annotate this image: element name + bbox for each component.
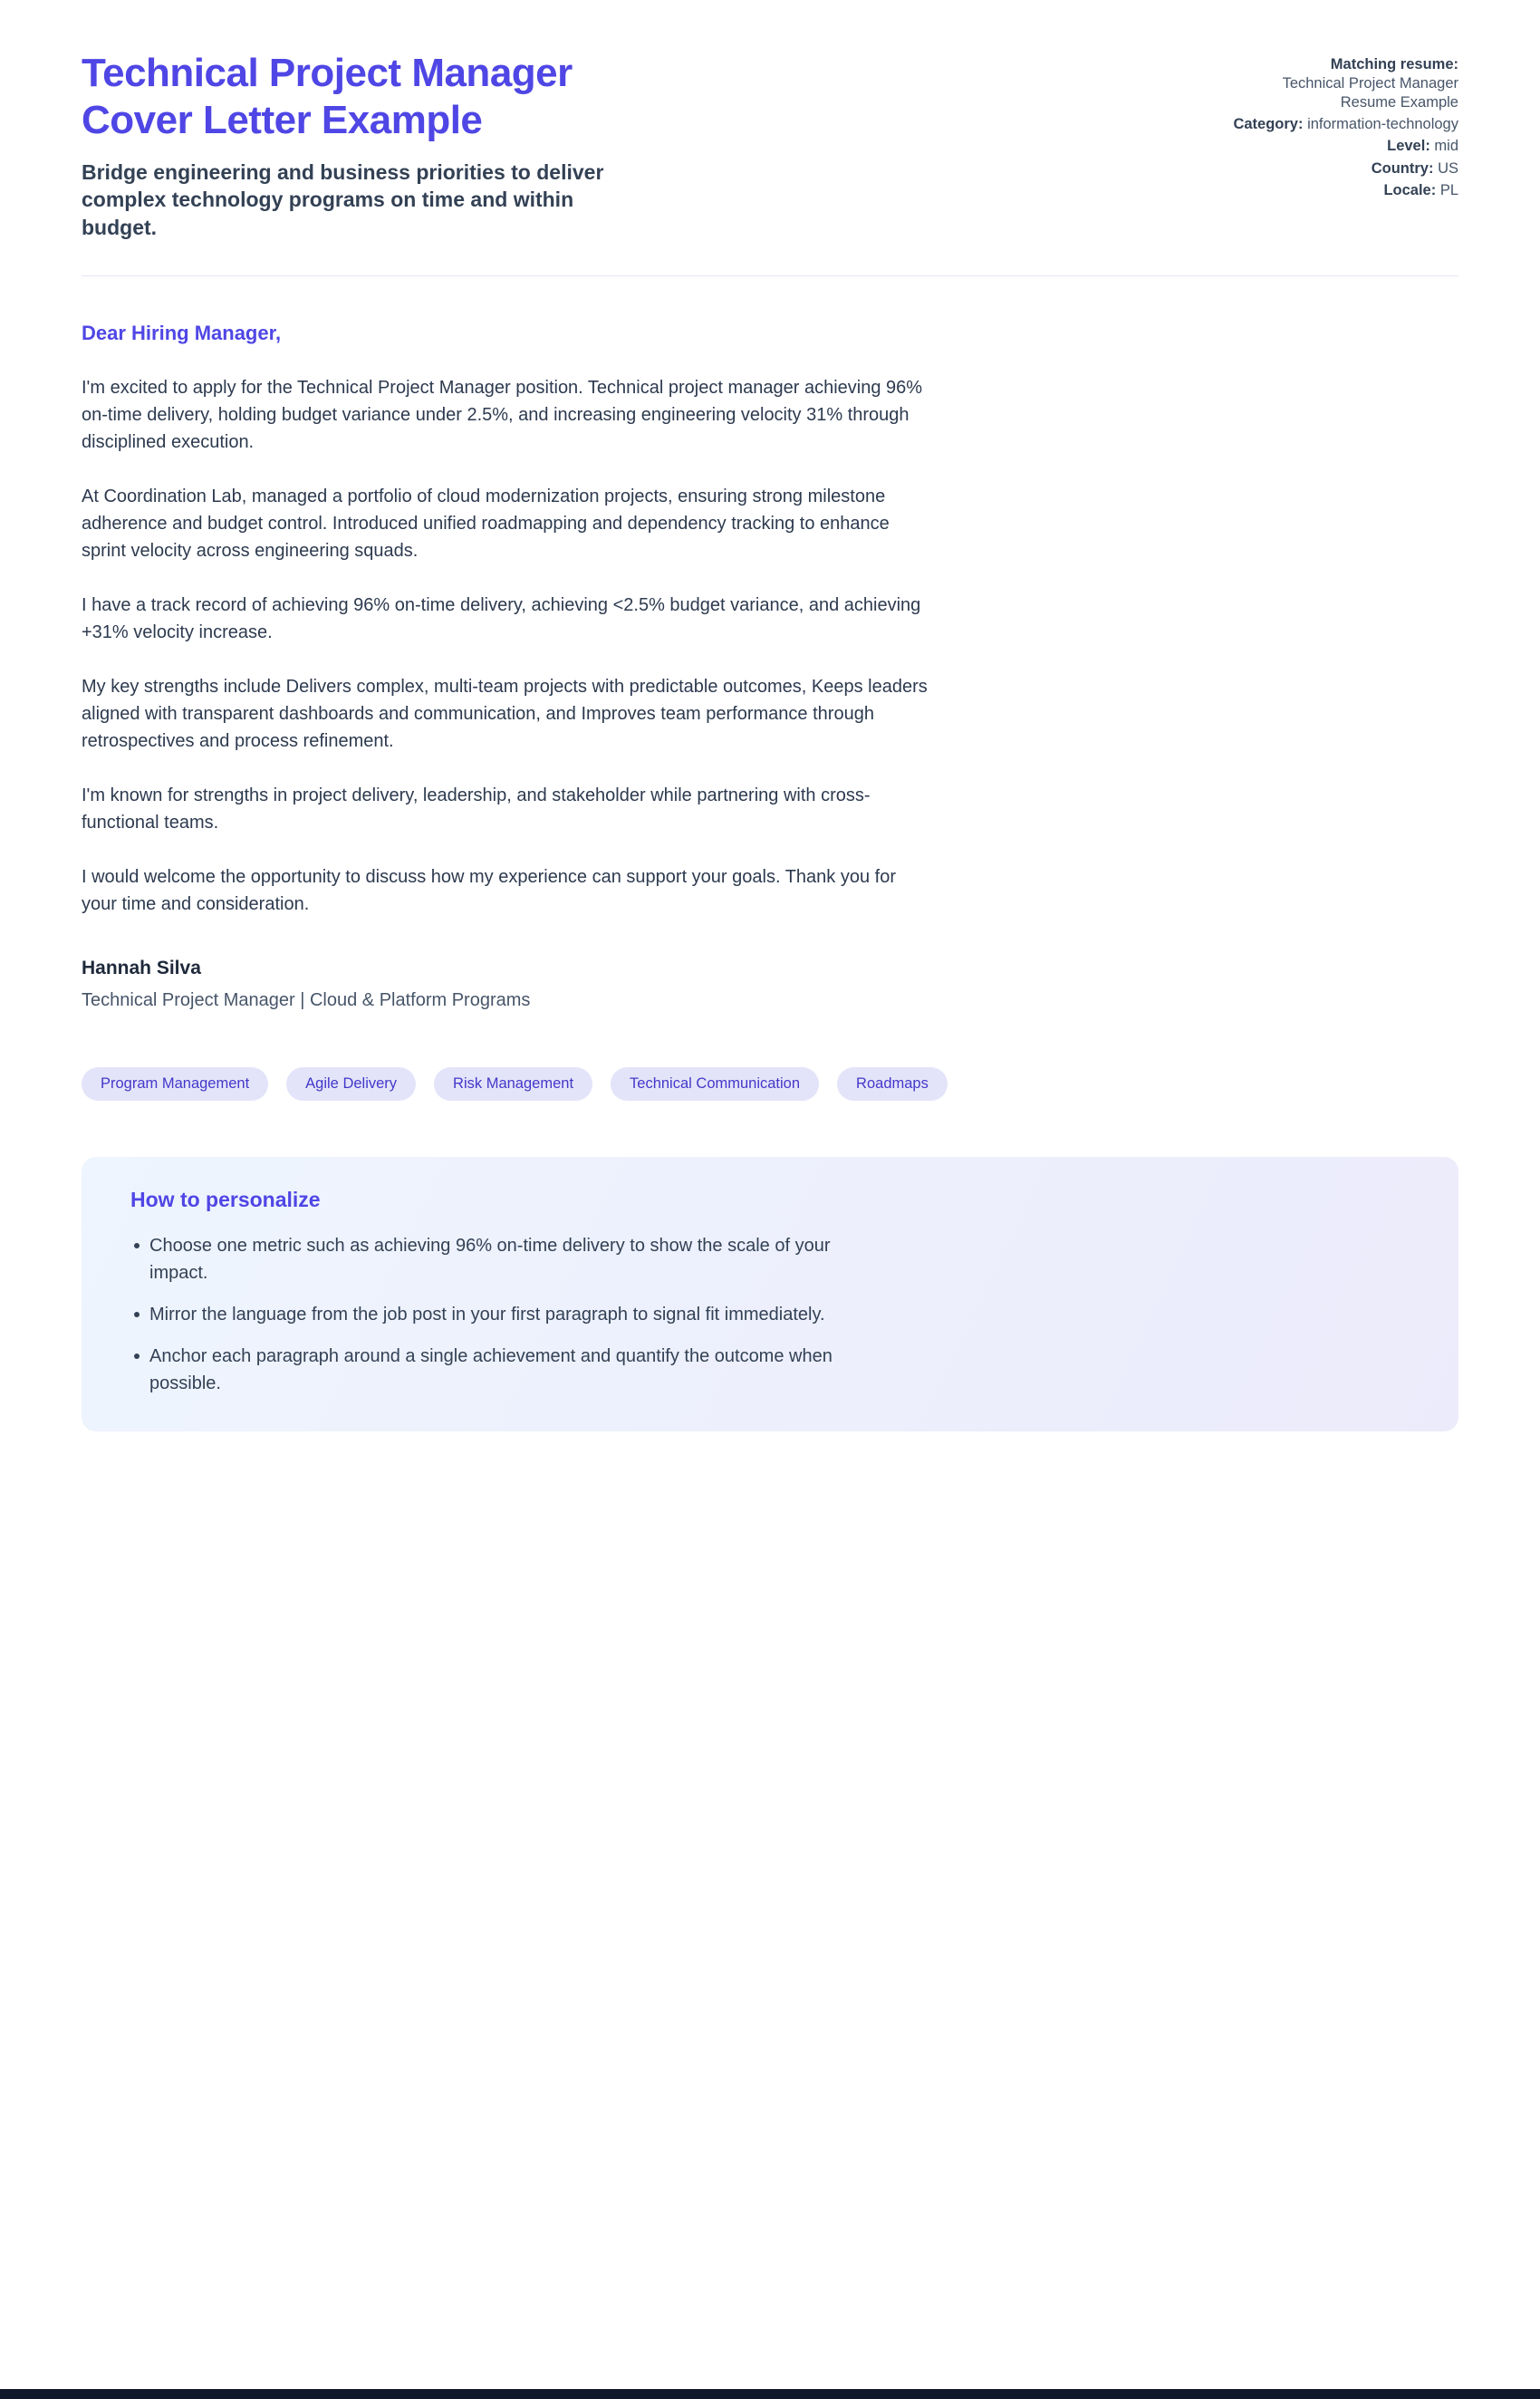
personalize-list <box>107 1232 1431 1397</box>
meta-value: US <box>1438 159 1458 177</box>
meta-label: Country: <box>1371 159 1434 177</box>
letter-paragraph: At Coordination Lab, managed a portfolio of cloud modernization projects, ensuring strong milestone adherence and budget control. Introduced unified roadmapping and dependency tracking to enhance sprint velocity across engineering squads. <box>82 486 890 561</box>
page-title: Technical Project Manager Cover Letter Example <box>82 51 573 142</box>
meta-item-category <box>1227 115 1458 134</box>
footer-strip <box>0 2389 1540 2399</box>
letter-paragraph: I would welcome the opportunity to discuss how my experience can support your goals. Thank you for your time and consideration. <box>82 866 896 914</box>
salutation: Dear Hiring Manager, <box>82 321 282 344</box>
signature-name: Hannah Silva <box>82 957 201 978</box>
tag-pill: Roadmaps <box>837 1067 948 1101</box>
meta-value: PL <box>1439 181 1458 198</box>
letter-paragraph: I'm known for strengths in project delivery, leadership, and stakeholder while partnering with cross-functional teams. <box>82 785 871 833</box>
resume-meta <box>1227 50 1458 203</box>
letter-paragraph: I'm excited to apply for the Technical Project Manager position. Technical project manager achieving 96% on-time delivery, holding budget variance under 2.5%, and increasing engineering velocity 31% through disciplined execution. <box>82 377 923 452</box>
letter-paragraph: I have a track record of achieving 96% on-time delivery, achieving <2.5% budget variance, and achieving +31% velocity increase. <box>82 594 921 642</box>
skill-tags <box>82 1067 1458 1101</box>
personalize-bullet: Choose one metric such as achieving 96% on-time delivery to show the scale of your impact. <box>134 1232 872 1286</box>
meta-label: Locale: <box>1383 181 1437 198</box>
personalize-title: How to personalize <box>130 1187 321 1211</box>
personalize-bullet: Anchor each paragraph around a single achievement and quantify the outcome when possible. <box>134 1343 872 1397</box>
meta-item-matching-resume <box>1227 55 1458 112</box>
header-title-block <box>82 50 679 241</box>
signature-role: Technical Project Manager | Cloud & Platform Programs <box>82 989 531 1010</box>
meta-value: Technical Project Manager Resume Example <box>1282 75 1458 111</box>
meta-value: mid <box>1434 138 1458 155</box>
meta-label: Matching resume: <box>1330 56 1458 72</box>
header <box>82 0 1458 241</box>
page-subtitle: Bridge engineering and business priorities to deliver complex technology programs on time and within budget. <box>82 159 604 239</box>
letter-paragraph: My key strengths include Delivers complex, multi-team projects with predictable outcomes, Keeps leaders aligned with transparent dashboards and communication, and Improves team performance through retrospectives and process refinement. <box>82 676 928 751</box>
meta-item-level <box>1227 137 1458 156</box>
meta-label: Category: <box>1233 116 1304 133</box>
meta-item-country <box>1227 159 1458 178</box>
meta-value: information-technology <box>1307 116 1458 133</box>
tag-pill: Risk Management <box>434 1067 592 1101</box>
meta-label: Level: <box>1387 138 1430 155</box>
letter-body <box>82 276 1458 1431</box>
personalize-card <box>82 1157 1458 1431</box>
meta-item-locale <box>1227 181 1458 200</box>
tag-pill: Technical Communication <box>611 1067 819 1101</box>
personalize-bullet: Mirror the language from the job post in your first paragraph to signal fit immediately. <box>134 1301 872 1328</box>
tag-pill: Program Management <box>82 1067 268 1101</box>
tag-pill: Agile Delivery <box>286 1067 416 1101</box>
